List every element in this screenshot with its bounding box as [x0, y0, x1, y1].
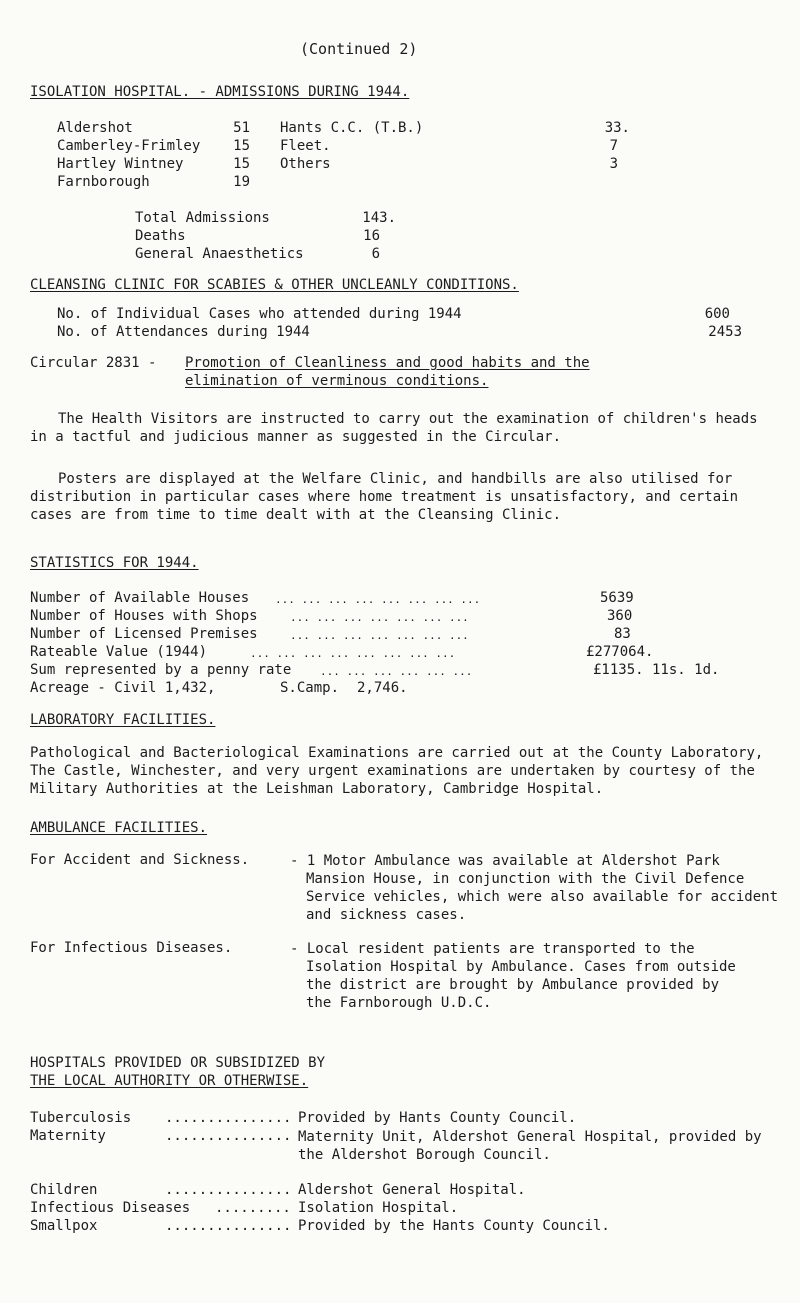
hospital-row [0, 1200, 800, 1218]
stat-acreage-label: Acreage - Civil 1,432, [30, 680, 216, 696]
admission-hants-cc-count: 33. [604, 120, 630, 136]
stat-row [0, 590, 800, 608]
stat-row [0, 644, 800, 662]
hospital-smallpox-label: Smallpox [30, 1218, 98, 1234]
attendances-value: 2453 [708, 324, 742, 340]
stat-houses-shops-label: Number of Houses with Shops [30, 608, 258, 624]
stat-houses-shops-value: 360 [607, 608, 633, 624]
hospital-dots: ............... [165, 1128, 292, 1144]
stat-row [0, 626, 800, 644]
stat-row [0, 662, 800, 680]
infectious-label: For Infectious Diseases. [30, 940, 233, 956]
hospital-maternity-label: Maternity [30, 1128, 106, 1144]
cleansing-heading: CLEANSING CLINIC FOR SCABIES & OTHER UNCLEANLY CONDITIONS. [30, 277, 519, 293]
laboratory-heading: LABORATORY FACILITIES. [30, 712, 216, 728]
stat-acreage-value: 2,746. [357, 680, 408, 696]
deaths-label: Deaths [135, 228, 186, 244]
accident-label: For Accident and Sickness. [30, 852, 250, 868]
hospital-smallpox-text: Provided by the Hants County Council. [298, 1218, 610, 1234]
admission-camberley-count: 15 [233, 138, 250, 154]
hospital-row [0, 1128, 800, 1182]
stat-rateable-value-value: £277064. [586, 644, 654, 660]
admission-fleet: Fleet. [280, 138, 331, 154]
circular-title-line-2: elimination of verminous conditions. [185, 373, 489, 389]
hospital-children-label: Children [30, 1182, 98, 1198]
stat-dots: ... ... ... ... ... ... ... ... [250, 647, 456, 660]
continued-header: (Continued 2) [300, 40, 418, 58]
hospital-dots: ......... [215, 1200, 291, 1216]
admission-others: Others [280, 156, 331, 172]
stat-rateable-value-label: Rateable Value (1944) [30, 644, 208, 660]
stat-row [0, 608, 800, 626]
admission-hants-cc: Hants C.C. (T.B.) [280, 120, 424, 136]
hospital-children-text: Aldershot General Hospital. [298, 1182, 526, 1198]
admission-hartley: Hartley Wintney [57, 156, 184, 172]
stat-acreage-scamp: S.Camp. [280, 680, 340, 696]
stat-row [0, 680, 800, 698]
stat-dots: ... ... ... ... ... ... ... [290, 611, 469, 624]
infectious-text: - Local resident patients are transported to the Isolation Hospital by Ambulance. Cases from outside the district are brought by Ambulance provided by the Farnborough U.D.C. [290, 941, 736, 1011]
admission-aldershot-count: 51 [233, 120, 250, 136]
admission-farnborough-count: 19 [233, 174, 250, 190]
hospitals-heading-line-2: THE LOCAL AUTHORITY OR OTHERWISE. [30, 1073, 309, 1089]
stat-dots: ... ... ... ... ... ... [320, 665, 473, 678]
hospitals-heading-line-1: HOSPITALS PROVIDED OR SUBSIDIZED BY [30, 1055, 326, 1071]
deaths-value: 16 [363, 228, 380, 244]
individual-cases-value: 600 [704, 306, 730, 322]
anaesthetics-value: 6 [371, 246, 380, 262]
admission-camberley: Camberley-Frimley [57, 138, 201, 154]
hospital-maternity-text: Maternity Unit, Aldershot General Hospital, provided by the Aldershot Borough Council. [298, 1129, 762, 1163]
admission-farnborough: Farnborough [57, 174, 150, 190]
hospital-dots: ............... [165, 1182, 292, 1198]
total-admissions-label: Total Admissions [135, 210, 270, 226]
stat-licensed-premises-value: 83 [614, 626, 631, 642]
hospital-row [0, 1110, 800, 1128]
admission-aldershot: Aldershot [57, 120, 133, 136]
ambulance-heading: AMBULANCE FACILITIES. [30, 820, 208, 836]
laboratory-paragraph: Pathological and Bacteriological Examinations are carried out at the County Laboratory, The Castle, Winchester, and very urgent examinations are undertaken by courtesy of the Military Authorities at the Leishman Laboratory, Cambridge Hospital. [30, 745, 764, 797]
stat-available-houses-value: 5639 [600, 590, 634, 606]
circular-title-line-1: Promotion of Cleanliness and good habits and the [185, 355, 590, 371]
hospital-row [0, 1182, 800, 1200]
hospital-row [0, 1218, 800, 1236]
attendances-label: No. of Attendances during 1944 [57, 324, 310, 340]
posters-paragraph: Posters are displayed at the Welfare Clinic, and handbills are also utilised for distribution in particular cases where home treatment is unsatisfactory, and certain cases are from time to time dealt with at the Cleansing Clinic. [30, 471, 739, 523]
isolation-heading: ISOLATION HOSPITAL. - ADMISSIONS DURING 1944. [30, 84, 410, 100]
accident-text: - 1 Motor Ambulance was available at Aldershot Park Mansion House, in conjunction with the Civil Defence Service vehicles, which were also available for accident and sickness cases. [290, 853, 779, 923]
admission-hartley-count: 15 [233, 156, 250, 172]
stat-dots: ... ... ... ... ... ... ... [290, 629, 469, 642]
anaesthetics-label: General Anaesthetics [135, 246, 304, 262]
total-admissions-value: 143. [362, 210, 396, 226]
admission-others-count: 3 [609, 156, 618, 172]
circular-prefix: Circular 2831 - [30, 355, 157, 371]
hospital-dots: ............... [165, 1218, 292, 1234]
admission-fleet-count: 7 [609, 138, 618, 154]
hospital-infectious-text: Isolation Hospital. [298, 1200, 459, 1216]
statistics-heading: STATISTICS FOR 1944. [30, 555, 199, 571]
individual-cases-label: No. of Individual Cases who attended during 1944 [57, 306, 462, 322]
hospital-infectious-label: Infectious Diseases [30, 1200, 191, 1216]
hospital-dots: ............... [165, 1110, 292, 1126]
stat-licensed-premises-label: Number of Licensed Premises [30, 626, 258, 642]
hospital-tuberculosis-text: Provided by Hants County Council. [298, 1110, 577, 1126]
stat-penny-rate-value: £1135. 11s. 1d. [593, 662, 720, 678]
stat-available-houses-label: Number of Available Houses [30, 590, 250, 606]
hospital-tuberculosis-label: Tuberculosis [30, 1110, 132, 1126]
health-visitors-paragraph: The Health Visitors are instructed to carry out the examination of children's heads in a tactful and judicious manner as suggested in the Circular. [30, 411, 758, 445]
stat-dots: ... ... ... ... ... ... ... ... [275, 593, 481, 606]
stat-penny-rate-label: Sum represented by a penny rate [30, 662, 292, 678]
